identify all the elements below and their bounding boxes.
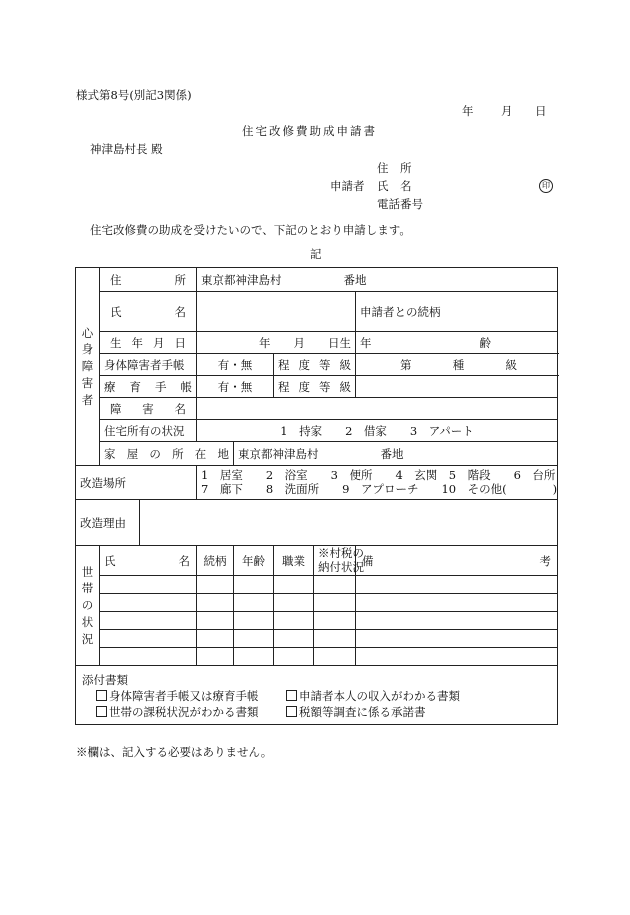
renovation-reason-label: 改造理由 xyxy=(76,500,140,546)
household-row xyxy=(76,612,558,630)
household-name-cell[interactable] xyxy=(100,576,197,594)
household-relation-cell[interactable] xyxy=(197,612,234,630)
address-field[interactable]: 東京都神津島村 番地 xyxy=(197,268,558,292)
household-name-cell[interactable] xyxy=(100,594,197,612)
household-name-cell[interactable] xyxy=(100,648,197,666)
therapy-handbook-yes-no[interactable]: 有・無 xyxy=(197,376,274,398)
name-label: 氏 名 xyxy=(100,292,197,332)
checkbox-icon[interactable] xyxy=(96,690,107,701)
application-statement: 住宅改修費の助成を受けたいので、下記のとおり申請します。 xyxy=(90,223,411,237)
household-age-cell[interactable] xyxy=(234,594,274,612)
household-remarks-header: 備 考 xyxy=(356,546,558,576)
disabled-person-group-label: 心 身 障 害 者 xyxy=(76,268,100,466)
addressee: 神津島村長 殿 xyxy=(90,142,163,156)
household-age-cell[interactable] xyxy=(234,630,274,648)
household-age-cell[interactable] xyxy=(234,612,274,630)
therapy-grade-field[interactable] xyxy=(356,376,558,398)
household-row xyxy=(76,576,558,594)
renovation-place-options[interactable]: 1 居室 2 浴室 3 便所 4 玄関 5 階段 6 台所 7 廊下 8 洗面所 9 アプローチ 10 その他( ) xyxy=(197,466,558,500)
household-tax-cell[interactable] xyxy=(314,594,356,612)
household-remarks-cell[interactable] xyxy=(356,576,558,594)
date-year: 年 xyxy=(462,104,474,118)
renovation-reason-field[interactable] xyxy=(140,500,558,546)
household-remarks-cell[interactable] xyxy=(356,612,558,630)
therapy-degree-label: 程 度 等 級 xyxy=(274,376,356,398)
household-occupation-cell[interactable] xyxy=(274,576,314,594)
form-number: 様式第8号(別記3関係) xyxy=(76,88,192,102)
household-tax-cell[interactable] xyxy=(314,576,356,594)
checkbox-icon[interactable] xyxy=(286,690,297,701)
household-occupation-cell[interactable] xyxy=(274,630,314,648)
applicant-name-label: 氏 名 xyxy=(377,179,412,193)
attachments-title: 添付書類 xyxy=(82,673,128,687)
household-occupation-cell[interactable] xyxy=(274,648,314,666)
household-relation-cell[interactable] xyxy=(197,648,234,666)
document-title: 住宅改修費助成申請書 xyxy=(242,124,377,138)
household-remarks-cell[interactable] xyxy=(356,630,558,648)
household-name-header: 氏 名 xyxy=(100,546,197,576)
relation-label: 申請者との続柄 xyxy=(356,292,558,332)
household-row xyxy=(76,648,558,666)
attachment-item[interactable]: 税額等調査に係る承諾書 xyxy=(286,705,426,719)
therapy-handbook-label: 療 育 手 帳 xyxy=(100,376,197,398)
household-tax-cell[interactable] xyxy=(314,648,356,666)
birth-date-label: 生 年 月 日 xyxy=(100,332,197,354)
disability-name-label: 障 害 名 xyxy=(100,398,197,420)
attachments-section xyxy=(76,666,558,725)
housing-status-label: 住宅所有の状況 xyxy=(100,420,197,442)
physical-degree-label: 程 度 等 級 xyxy=(274,354,356,376)
household-relation-cell[interactable] xyxy=(197,576,234,594)
household-tax-header: ※村税の 納付状況 xyxy=(314,546,356,576)
household-age-cell[interactable] xyxy=(234,576,274,594)
household-name-cell[interactable] xyxy=(100,612,197,630)
household-relation-header: 続柄 xyxy=(197,546,234,576)
disability-name-field[interactable] xyxy=(197,398,558,420)
physical-handbook-label: 身体障害者手帳 xyxy=(100,354,197,376)
attachment-item[interactable]: 世帯の課税状況がわかる書類 xyxy=(96,704,286,720)
household-occupation-cell[interactable] xyxy=(274,612,314,630)
date-day: 日 xyxy=(535,104,547,118)
checkbox-icon[interactable] xyxy=(286,706,297,717)
applicant-phone-label: 電話番号 xyxy=(377,197,423,211)
household-relation-cell[interactable] xyxy=(197,630,234,648)
footnote: ※欄は、記入する必要はありません。 xyxy=(76,745,273,759)
checkbox-icon[interactable] xyxy=(96,706,107,717)
household-remarks-cell[interactable] xyxy=(356,648,558,666)
house-location-field[interactable]: 東京都神津島村 番地 xyxy=(234,442,558,466)
physical-grade-field[interactable]: 第 種 級 xyxy=(356,354,558,376)
physical-handbook-yes-no[interactable]: 有・無 xyxy=(197,354,274,376)
applicant-address-label: 住 所 xyxy=(377,161,412,175)
household-age-header: 年齢 xyxy=(234,546,274,576)
attachment-item[interactable]: 身体障害者手帳又は療育手帳 xyxy=(96,688,286,704)
application-form-table xyxy=(75,267,558,725)
address-label: 住 所 xyxy=(100,268,197,292)
birth-date-field[interactable]: 年 月 日生 xyxy=(197,332,356,354)
household-row xyxy=(76,630,558,648)
housing-status-options[interactable]: 1 持家 2 借家 3 アパート xyxy=(197,420,558,442)
household-relation-cell[interactable] xyxy=(197,594,234,612)
attachment-item[interactable]: 申請者本人の収入がわかる書類 xyxy=(286,689,460,703)
household-tax-cell[interactable] xyxy=(314,630,356,648)
name-field[interactable] xyxy=(197,292,356,332)
household-age-cell[interactable] xyxy=(234,648,274,666)
age-field[interactable]: 年 齢 xyxy=(356,332,558,354)
household-tax-cell[interactable] xyxy=(314,612,356,630)
house-location-label: 家 屋 の 所 在 地 xyxy=(100,442,234,466)
household-row xyxy=(76,594,558,612)
applicant-label: 申請者 xyxy=(330,179,365,193)
household-name-cell[interactable] xyxy=(100,630,197,648)
renovation-place-label: 改造場所 xyxy=(76,466,197,500)
household-remarks-cell[interactable] xyxy=(356,594,558,612)
household-group-label: 世 帯 の 状 況 xyxy=(76,546,100,666)
seal-mark: 印 xyxy=(539,179,553,193)
household-occupation-cell[interactable] xyxy=(274,594,314,612)
ki-heading: 記 xyxy=(310,247,322,261)
date-month: 月 xyxy=(501,104,513,118)
household-occupation-header: 職業 xyxy=(274,546,314,576)
